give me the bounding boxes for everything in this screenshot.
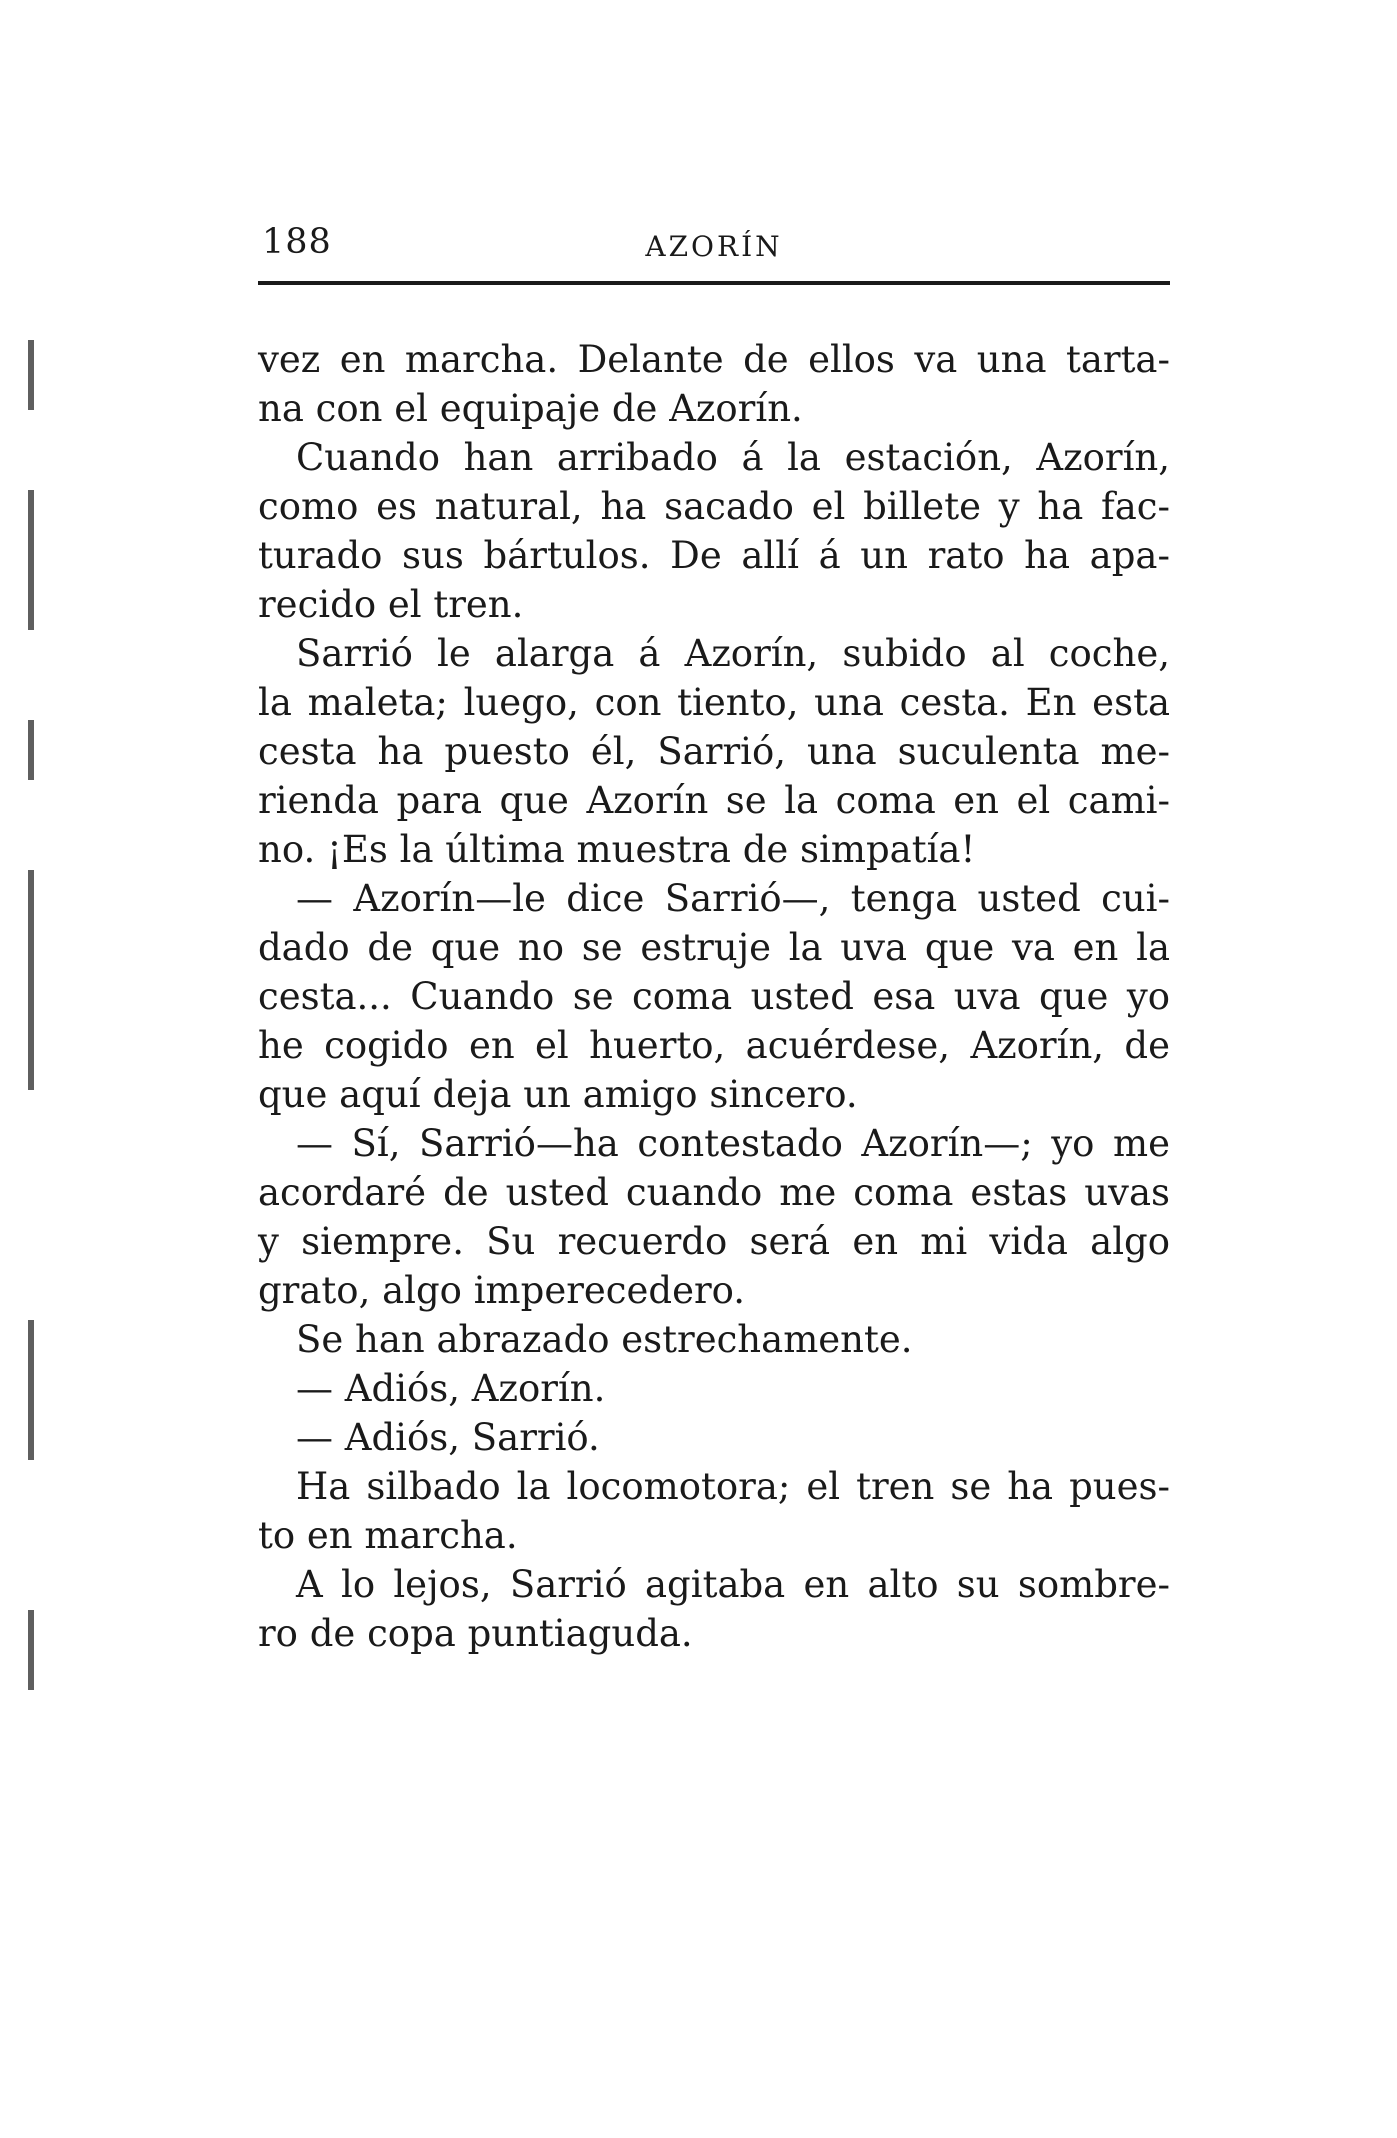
text-line: turado sus bártulos. De allí á un rato ha apa-	[258, 534, 1170, 577]
text-line: — Adiós, Sarrió.	[296, 1416, 600, 1459]
text-line: Ha silbado la locomotora; el tren se ha pues-	[296, 1465, 1170, 1508]
text-line: na con el equipaje de Azorín.	[258, 387, 803, 430]
scan-edge-mark	[28, 1320, 34, 1460]
page-number: 188	[262, 222, 332, 262]
text-line: vez en marcha. Delante de ellos va una tarta-	[258, 338, 1170, 381]
running-head: AZORÍN	[645, 230, 783, 263]
text-line: recido el tren.	[258, 583, 524, 626]
text-line: rienda para que Azorín se la coma en el cami-	[258, 779, 1170, 822]
text-line: A lo lejos, Sarrió agitaba en alto su sombre-	[296, 1563, 1170, 1606]
text-line: Cuando han arribado á la estación, Azorín,	[296, 436, 1170, 479]
text-line: Sarrió le alarga á Azorín, subido al coche,	[296, 632, 1170, 675]
text-line: cesta ha puesto él, Sarrió, una suculenta me-	[258, 730, 1170, 773]
text-line: no. ¡Es la última muestra de simpatía!	[258, 828, 976, 871]
text-line: la maleta; luego, con tiento, una cesta. En esta	[258, 681, 1170, 724]
scan-edge-mark	[28, 870, 34, 1090]
header-rule	[258, 281, 1170, 285]
text-line: acordaré de usted cuando me coma estas uvas	[258, 1171, 1170, 1214]
text-line: — Sí, Sarrió—ha contestado Azorín—; yo me	[296, 1122, 1170, 1165]
text-line: cesta... Cuando se coma usted esa uva que yo	[258, 975, 1170, 1018]
text-line: y siempre. Su recuerdo será en mi vida algo	[258, 1220, 1170, 1263]
text-line: ro de copa puntiaguda.	[258, 1612, 693, 1655]
scan-edge-mark	[28, 490, 34, 630]
text-line: dado de que no se estruje la uva que va en la	[258, 926, 1170, 969]
text-line: — Adiós, Azorín.	[296, 1367, 606, 1410]
text-line: he cogido en el huerto, acuérdese, Azorín, de	[258, 1024, 1170, 1067]
scan-edge-mark	[28, 720, 34, 780]
text-line: que aquí deja un amigo sincero.	[258, 1073, 858, 1116]
body-text	[258, 335, 1170, 1658]
scan-edge-mark	[28, 1610, 34, 1690]
text-line: como es natural, ha sacado el billete y ha fac-	[258, 485, 1170, 528]
text-line: to en marcha.	[258, 1514, 518, 1557]
text-line: — Azorín—le dice Sarrió—, tenga usted cui-	[296, 877, 1170, 920]
scan-edge-mark	[28, 340, 34, 410]
page-header	[258, 218, 1170, 278]
text-line: Se han abrazado estrechamente.	[296, 1318, 913, 1361]
text-line: grato, algo imperecedero.	[258, 1269, 746, 1312]
